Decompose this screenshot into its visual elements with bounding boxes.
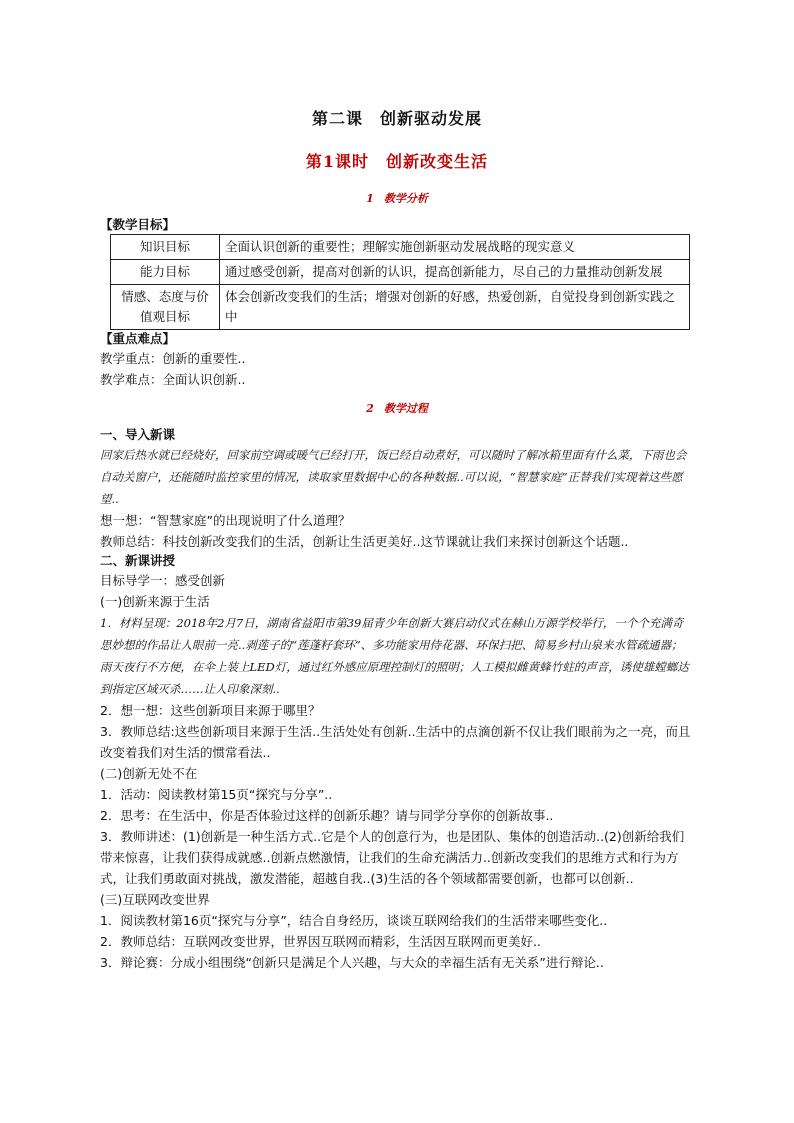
intro-paragraph: 回家后热水就已经烧好，回家前空调或暖气已经打开，饭已经自动煮好，可以随时了解冰箱里面有什么菜，下雨也会自动关窗户，还能随时监控家里的情况，读取家里数据中心的各种数据..可以说，“智慧家庭”正替我们实现着这些愿望.. — [100, 448, 687, 506]
subsection-title: (二)创新无处不在 — [100, 766, 198, 781]
goal-text: 通过感受创新，提高对创新的认识，提高创新能力，尽自己的力量推动创新发展 — [220, 260, 690, 285]
think-question: 想一想：“智慧家庭”的出现说明了什么道理？ — [100, 513, 351, 528]
goal-text: 全面认识创新的重要性；理解实施创新驱动发展战略的现实意义 — [220, 235, 690, 260]
list-item: 3．教师讲述：(1)创新是一种生活方式..它是个人的创意行为，也是团队、集体的创造活动..(2)创新给我们带来惊喜，让我们获得成就感..创新点燃激情，让我们的生命充满活力..创新改变我们的思维方式和行为方式，让我们勇敢面对挑战，激发潜能，超越自我..(3)生活的各个领域都需要创新，也都可以创新.. — [100, 829, 685, 886]
goals-table — [110, 234, 690, 330]
section-number: 1 — [366, 192, 374, 205]
document-page — [100, 100, 694, 973]
material-paragraph: 1．材料呈现：2018年2月7日，湖南省益阳市第39届青少年创新大赛启动仪式在赫山万源学校举行，一个个充满奇思妙想的作品让人眼前一亮..剥莲子的“莲蓬籽套环”、多功能家用侍花器、环保扫把、简易乡村山泉来水管疏通器；雨天夜行不方便，在伞上装上LED灯，通过红外感应原理控制灯的照明；人工模拟雌黄蜂竹蛀的声音，诱使雄螳螂达到指定区域灭杀……让人印象深刻.. — [100, 616, 689, 696]
subsection-title: (一)创新来源于生活 — [100, 594, 210, 609]
list-item: 2．思考：在生活中，你是否体验过这样的创新乐趣？请与同学分享你的创新故事.. — [100, 808, 554, 823]
section-label: 教学分析 — [383, 192, 428, 205]
part-title: 一、导入新课 — [100, 427, 176, 442]
difficult-point: 教学难点：全面认识创新.. — [100, 372, 246, 387]
table-row — [111, 285, 690, 330]
list-item: 3．辩论赛：分成小组围绕“创新只是满足个人兴趣，与大众的幸福生活有无关系”进行辩论.. — [100, 955, 604, 970]
goal-heading: 目标导学一：感受创新 — [100, 573, 226, 588]
section-number: 2 — [366, 402, 374, 415]
goal-label: 情感、态度与价值观目标 — [111, 285, 220, 330]
list-item: 1．阅读教材第16页“探究与分享”，结合自身经历，谈谈互联网给我们的生活带来哪些变化.. — [100, 913, 608, 928]
list-item: 2．教师总结：互联网改变世界，世界因互联网而精彩，生活因互联网而更美好.. — [100, 934, 541, 949]
lesson-title: 第二课 创新驱动发展 — [311, 109, 482, 128]
teacher-summary: 教师总结：科技创新改变我们的生活，创新让生活更美好..这节课就让我们来探讨创新这个话题.. — [100, 534, 629, 549]
goal-text: 体会创新改变我们的生活；增强对创新的好感，热爱创新，自觉投身到创新实践之中 — [220, 285, 690, 330]
goal-label: 能力目标 — [111, 260, 220, 285]
section-heading-process — [100, 400, 694, 416]
table-row — [111, 235, 690, 260]
key-points-header: 【重点难点】 — [100, 331, 176, 346]
section-heading-analysis — [100, 190, 694, 206]
key-point: 教学重点：创新的重要性.. — [100, 351, 246, 366]
goal-label: 知识目标 — [111, 235, 220, 260]
section-label: 教学过程 — [383, 402, 428, 415]
goals-header: 【教学目标】 — [100, 217, 176, 232]
lesson-subtitle: 第1课时 创新改变生活 — [305, 152, 489, 171]
part-title: 二、新课讲授 — [100, 553, 176, 568]
list-item: 1．活动：阅读教材第15页“探究与分享”.. — [100, 787, 333, 802]
list-item: 2．想一想：这些创新项目来源于哪里？ — [100, 703, 321, 718]
table-row — [111, 260, 690, 285]
subsection-title: (三)互联网改变世界 — [100, 892, 210, 907]
list-item: 3．教师总结:这些创新项目来源于生活..生活处处有创新..生活中的点滴创新不仅让我们眼前为之一亮，而且改变着我们对生活的惯常看法.. — [100, 724, 691, 760]
